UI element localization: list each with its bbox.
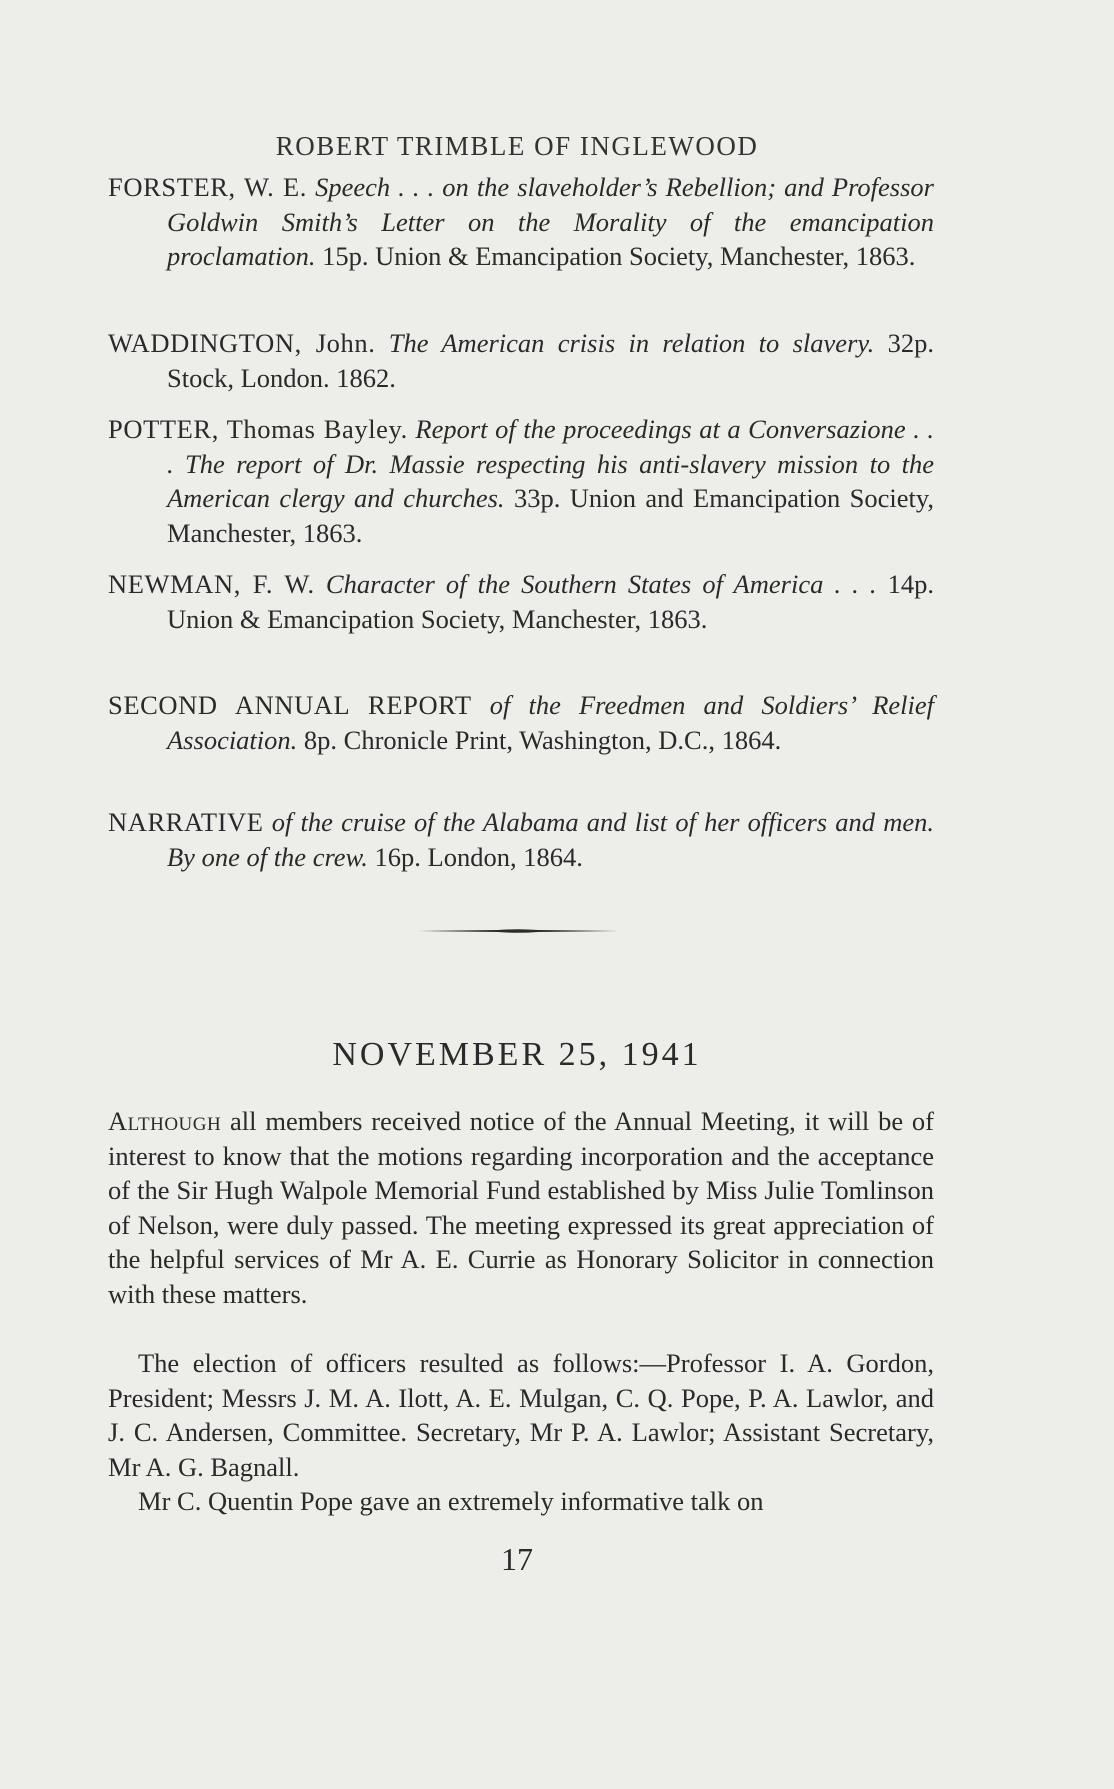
paragraph-text: The election of officers resulted as follows:—Professor I. A. Gordon, President; Messrs J. M. A. Ilott, A. E. Mulgan, C. Q. Pope, P. A. Lawlor, and J. C. Andersen, Committee. Secretary, Mr P. A. Lawlor; Assistant Secretary, Mr A. G. Bagnall. bbox=[108, 1348, 934, 1482]
section-divider-ornament bbox=[418, 926, 618, 936]
body-paragraph bbox=[108, 1104, 934, 1311]
paragraph-text: all members received notice of the Annual Meeting, it will be of interest to know that the motions regarding incorporation and the acceptance of the Sir Hugh Walpole Memorial Fund established by Miss Julie Tomlinson of Nelson, were duly passed. The meeting expressed its great appreciation of the helpful services of Mr A. E. Currie as Honorary Solicitor in connection with these matters. bbox=[108, 1106, 934, 1309]
entry-author: NARRATIVE bbox=[108, 807, 264, 837]
entry-author: FORSTER, W. E. bbox=[108, 172, 308, 202]
bibliography-entry bbox=[108, 412, 934, 550]
section-heading: NOVEMBER 25, 1941 bbox=[332, 1036, 702, 1073]
entry-imprint: 16p. London, 1864. bbox=[374, 841, 583, 872]
lead-in-small-caps: Although bbox=[108, 1106, 222, 1136]
page-number: 17 bbox=[501, 1541, 533, 1577]
entry-imprint: 33p. Union and Emancipation Society, Manchester, 1863. bbox=[167, 483, 935, 548]
bibliography-entry bbox=[108, 170, 934, 274]
entry-author: POTTER, Thomas Bayley. bbox=[108, 414, 408, 444]
paragraph-text: Mr C. Quentin Pope gave an extremely informative talk on bbox=[138, 1486, 764, 1516]
entry-author: NEWMAN, F. W. bbox=[108, 569, 315, 599]
body-paragraph bbox=[108, 1484, 934, 1519]
bibliography-entry bbox=[108, 567, 934, 636]
entry-author: SECOND ANNUAL REPORT bbox=[108, 690, 472, 720]
entry-title: The American crisis in relation to slavery. bbox=[388, 328, 875, 358]
bibliography-entry bbox=[108, 805, 934, 874]
entry-title: Report of the proceedings at a Conversazione . . . The report of Dr. Massie respecting his anti-slavery mission to the American clergy and churches. bbox=[167, 414, 934, 513]
entry-imprint: 8p. Chronicle Print, Washington, D.C., 1864. bbox=[303, 724, 782, 755]
entry-imprint: 32p. Stock, London. 1862. bbox=[167, 328, 935, 393]
entry-title: of the Freedmen and Soldiers’ Relief Association. bbox=[167, 690, 934, 755]
body-paragraph bbox=[108, 1346, 934, 1484]
bibliography-entry bbox=[108, 688, 934, 757]
entry-title: of the cruise of the Alabama and list of her officers and men. By one of the crew. bbox=[167, 807, 935, 872]
entry-imprint: 14p. Union & Emancipation Society, Manchester, 1863. bbox=[167, 569, 934, 634]
entry-title: Character of the Southern States of America . . . bbox=[325, 569, 877, 599]
running-head: ROBERT TRIMBLE OF INGLEWOOD bbox=[275, 131, 759, 161]
entry-title: Speech . . . on the slaveholder’s Rebellion; and Professor Goldwin Smith’s Letter on the Morality of the emancipation proclamation. bbox=[167, 172, 934, 271]
entry-imprint: 15p. Union & Emancipation Society, Manchester, 1863. bbox=[322, 241, 916, 271]
entry-author: WADDINGTON, John. bbox=[108, 328, 376, 358]
bibliography-entry bbox=[108, 326, 934, 395]
